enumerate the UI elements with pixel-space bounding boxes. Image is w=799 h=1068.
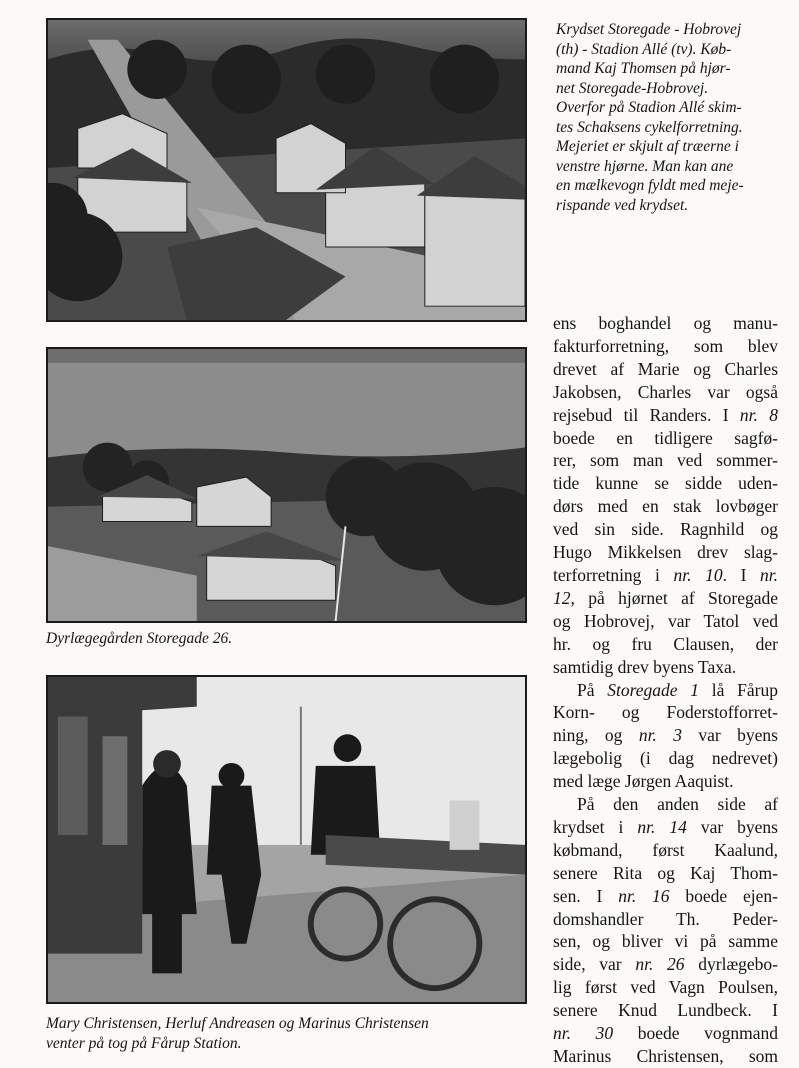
body-line	[553, 953, 778, 976]
body-line	[553, 587, 778, 610]
caption-line: net Storegade-Hobrovej.	[556, 79, 709, 97]
body-line	[553, 610, 778, 633]
body-text-segment: lig først ved Vagn Poulsen,	[553, 977, 778, 998]
body-line	[553, 793, 778, 816]
caption-line: Dyrlægegården Storegade 26.	[46, 630, 233, 647]
body-text-segment: boede ejen-	[669, 885, 779, 906]
caption-line: Overfor på Stadion Allé skim-	[556, 99, 742, 116]
body-text-italic: nr. 30	[553, 1023, 614, 1044]
body-text-segment: side, var	[553, 954, 636, 975]
photo-faarup-station	[46, 675, 527, 1004]
body-text-segment: ved sin side. Ragnhild og	[553, 519, 778, 540]
body-text-italic: nr. 26	[635, 954, 685, 975]
body-line	[553, 976, 778, 999]
body-text-segment: var byens	[681, 725, 778, 746]
body-text-italic: 12	[553, 587, 571, 608]
body-text-segment: senere Knud Lundbeck. I	[553, 1000, 778, 1021]
body-text-segment: tide kunne se sidde uden-	[553, 473, 778, 494]
body-text-segment: dørs med en stak lovbøger	[553, 496, 778, 517]
body-line	[553, 839, 778, 862]
body-text-segment: var byens	[686, 816, 778, 837]
body-text-segment: Marinus Christensen, som	[553, 1046, 778, 1066]
body-line	[553, 656, 778, 679]
body-line	[553, 541, 778, 564]
body-line	[553, 564, 778, 587]
body-line	[553, 381, 778, 404]
caption-line: Krydset Storegade - Hobrovej	[556, 21, 742, 38]
body-line	[553, 930, 778, 953]
body-text-segment: lå Fårup	[699, 679, 779, 700]
body-text-segment: , på hjørnet af Storegade	[570, 587, 778, 608]
body-text-segment: På den anden side af	[577, 794, 778, 815]
body-line	[553, 701, 778, 724]
body-line	[553, 495, 778, 518]
body-text-italic: nr.	[760, 564, 779, 585]
body-text-segment: krydset i	[553, 816, 638, 837]
body-line	[553, 427, 778, 450]
body-text-segment: lægebolig (i dag nedrevet)	[553, 748, 778, 769]
body-line	[553, 449, 778, 472]
body-text-segment: med læge Jørgen Aaquist.	[553, 771, 734, 792]
body-line	[553, 335, 778, 358]
photo-dyrlaegegaarden	[46, 347, 527, 623]
body-line	[553, 770, 778, 793]
caption-crossroads	[556, 20, 794, 215]
body-line	[553, 747, 778, 770]
body-text-segment: boede en tidligere sagfø-	[553, 427, 778, 448]
body-text-segment: Jakobsen, Charles var også	[553, 381, 778, 402]
body-text-segment: hr. og fru Clausen, der	[553, 633, 778, 654]
body-text-segment: dyrlægebo-	[684, 954, 778, 975]
body-line	[553, 472, 778, 495]
body-text-segment: rejsebud til Randers. I	[553, 404, 740, 425]
body-text-italic: nr. 14	[637, 816, 687, 837]
body-line	[553, 999, 778, 1022]
body-line	[553, 862, 778, 885]
body-text-segment: . I	[722, 564, 761, 585]
body-text-segment: købmand, først Kaalund,	[553, 839, 778, 860]
caption-line: rispande ved krydset.	[556, 196, 689, 214]
body-text-italic: nr. 3	[638, 725, 682, 746]
caption-line: venter på tog på Fårup Station.	[46, 1034, 242, 1052]
body-text-segment: sen. I	[553, 885, 619, 906]
caption-line: tes Schaksens cykelforretning.	[556, 118, 743, 136]
body-text-segment: Hugo Mikkelsen drev slag-	[553, 542, 778, 563]
body-text-italic: nr. 8	[739, 404, 779, 425]
body-text-italic: Storegade 1	[607, 679, 700, 700]
body-line	[553, 1022, 778, 1045]
body-text-segment: fakturforretning, som blev	[553, 335, 778, 356]
photo-crossroads-storegade-hobrovej	[46, 18, 527, 322]
body-text-segment: senere Rita og Kaj Thom-	[553, 862, 778, 883]
body-line	[553, 908, 778, 931]
body-line	[553, 312, 778, 335]
body-text-segment: Korn- og Foderstofforret-	[553, 702, 778, 723]
caption-line: (th) - Stadion Allé (tv). Køb-	[556, 40, 732, 58]
caption-dyrlaegegaarden	[46, 629, 526, 649]
body-line	[553, 633, 778, 656]
body-text-italic: nr. 16	[618, 885, 670, 906]
body-line	[553, 404, 778, 427]
body-line	[553, 885, 778, 908]
body-text-segment: sen, og bliver vi på samme	[553, 931, 778, 952]
body-text-italic: nr. 10	[673, 564, 723, 585]
body-text-segment: rer, som man ved sommer-	[553, 450, 778, 471]
caption-line: Mary Christensen, Herluf Andreasen og Marinus Christensen	[46, 1015, 429, 1032]
body-text-segment: ning, og	[553, 725, 639, 746]
body-line	[553, 816, 778, 839]
caption-line: en mælkevogn fyldt med meje-	[556, 177, 744, 194]
body-line	[553, 724, 778, 747]
caption-line: venstre hjørne. Man kan ane	[556, 157, 734, 175]
body-text-segment: ens boghandel og manu-	[553, 313, 778, 333]
body-text-segment: På	[577, 679, 608, 700]
body-line	[553, 358, 778, 381]
body-text-segment: boede vognmand	[613, 1023, 778, 1044]
body-text-segment: terforretning i	[553, 564, 674, 585]
body-text-column	[553, 312, 778, 1068]
body-text-segment: og Hobrovej, var Tatol ved	[553, 610, 778, 631]
body-text-segment: samtidig drev byens Taxa.	[553, 656, 737, 677]
body-text-segment: drevet af Marie og Charles	[553, 358, 778, 379]
body-line	[553, 1045, 778, 1068]
body-text-segment: domshandler Th. Peder-	[553, 908, 778, 929]
caption-line: mand Kaj Thomsen på hjør-	[556, 60, 731, 77]
caption-line: Mejeriet er skjult af træerne i	[556, 138, 739, 155]
caption-faarup-station	[46, 1014, 536, 1053]
body-line	[553, 679, 778, 702]
body-line	[553, 518, 778, 541]
